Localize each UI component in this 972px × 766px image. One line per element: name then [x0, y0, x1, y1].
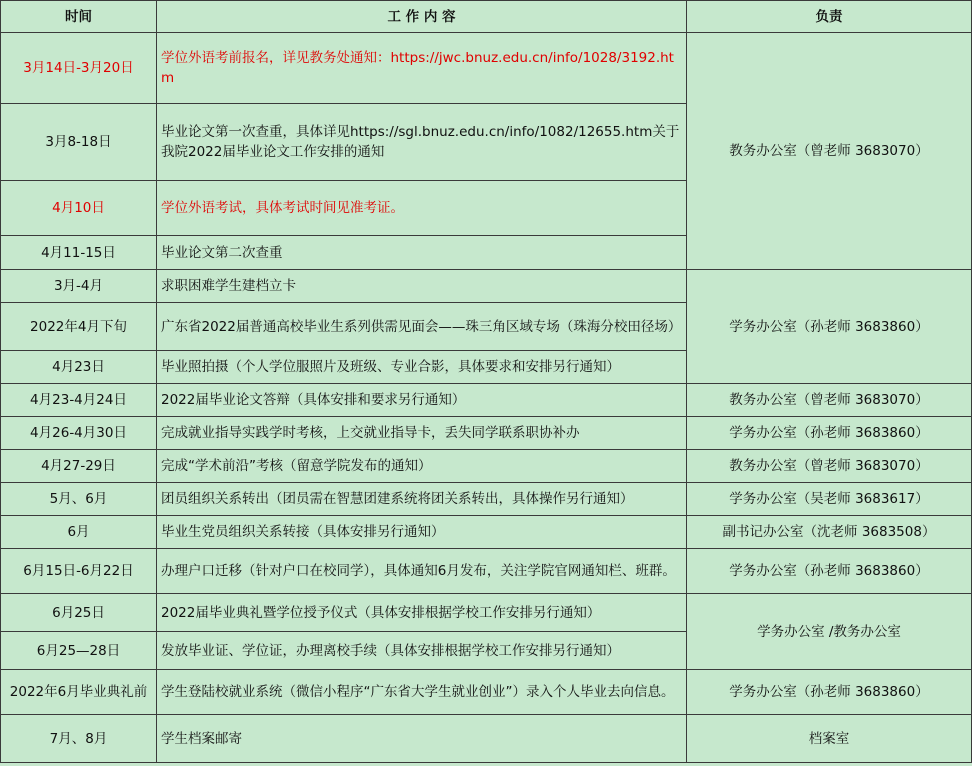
- row-owner: 教务办公室（曾老师 3683070）: [687, 33, 972, 270]
- table-row: [1, 270, 972, 303]
- table-row: [1, 417, 972, 450]
- row-work: 求职困难学生建档立卡: [157, 270, 687, 303]
- row-owner: 教务办公室（曾老师 3683070）: [687, 450, 972, 483]
- table-row: [1, 450, 972, 483]
- row-time: 6月: [1, 516, 157, 549]
- row-work: 2022届毕业典礼暨学位授予仪式（具体安排根据学校工作安排另行通知）: [157, 594, 687, 632]
- row-work: 学位外语考前报名，详见教务处通知：https://jwc.bnuz.edu.cn/info/1028/3192.htm: [157, 33, 687, 104]
- row-owner: 学务办公室 /教务办公室: [687, 594, 972, 670]
- row-work: 毕业生党员组织关系转接（具体安排另行通知）: [157, 516, 687, 549]
- row-work: 广东省2022届普通高校毕业生系列供需见面会——珠三角区域专场（珠海分校田径场）: [157, 303, 687, 351]
- row-owner: 档案室: [687, 715, 972, 763]
- table-row: [1, 516, 972, 549]
- row-owner: 学务办公室（孙老师 3683860）: [687, 270, 972, 384]
- row-work: 2022届毕业论文答辩（具体安排和要求另行通知）: [157, 384, 687, 417]
- header-owner: 负责: [687, 1, 972, 33]
- row-work: 毕业论文第二次查重: [157, 236, 687, 270]
- row-time: 2022年6月毕业典礼前: [1, 670, 157, 715]
- row-owner: 学务办公室（孙老师 3683860）: [687, 417, 972, 450]
- row-time: 7月、8月: [1, 715, 157, 763]
- row-owner: 学务办公室（吴老师 3683617）: [687, 483, 972, 516]
- row-work: 学位外语考试，具体考试时间见准考证。: [157, 181, 687, 236]
- header-row: [1, 1, 972, 33]
- row-owner: 教务办公室（曾老师 3683070）: [687, 384, 972, 417]
- row-work: 完成“学术前沿”考核（留意学院发布的通知）: [157, 450, 687, 483]
- table-row: [1, 549, 972, 594]
- table-row: [1, 715, 972, 763]
- row-work: 完成就业指导实践学时考核，上交就业指导卡，丢失同学联系职协补办: [157, 417, 687, 450]
- row-time: 5月、6月: [1, 483, 157, 516]
- row-work: 毕业照拍摄（个人学位服照片及班级、专业合影，具体要求和安排另行通知）: [157, 351, 687, 384]
- row-time: 6月25日: [1, 594, 157, 632]
- row-owner: 学务办公室（孙老师 3683860）: [687, 549, 972, 594]
- header-work: 工 作 内 容: [157, 1, 687, 33]
- row-time: 3月14日-3月20日: [1, 33, 157, 104]
- row-owner: 学务办公室（孙老师 3683860）: [687, 670, 972, 715]
- table-row: [1, 670, 972, 715]
- row-work: 毕业论文第一次查重，具体详见https://sgl.bnuz.edu.cn/info/1082/12655.htm关于我院2022届毕业论文工作安排的通知: [157, 104, 687, 181]
- table-row: [1, 384, 972, 417]
- row-time: 4月23-4月24日: [1, 384, 157, 417]
- table-row: [1, 483, 972, 516]
- table-row: [1, 594, 972, 632]
- row-work: 学生登陆校就业系统（微信小程序“广东省大学生就业创业”）录入个人毕业去向信息。: [157, 670, 687, 715]
- row-time: 4月23日: [1, 351, 157, 384]
- table-row: [1, 33, 972, 104]
- row-time: 4月11-15日: [1, 236, 157, 270]
- row-time: 4月27-29日: [1, 450, 157, 483]
- header-time: 时间: [1, 1, 157, 33]
- row-time: 4月10日: [1, 181, 157, 236]
- row-time: 6月25—28日: [1, 632, 157, 670]
- row-work: 办理户口迁移（针对户口在校同学），具体通知6月发布，关注学院官网通知栏、班群。: [157, 549, 687, 594]
- row-work: 团员组织关系转出（团员需在智慧团建系统将团关系转出，具体操作另行通知）: [157, 483, 687, 516]
- row-work: 发放毕业证、学位证，办理离校手续（具体安排根据学校工作安排另行通知）: [157, 632, 687, 670]
- row-time: 4月26-4月30日: [1, 417, 157, 450]
- row-time: 2022年4月下旬: [1, 303, 157, 351]
- row-time: 3月8-18日: [1, 104, 157, 181]
- row-time: 3月-4月: [1, 270, 157, 303]
- row-time: 6月15日-6月22日: [1, 549, 157, 594]
- row-work: 学生档案邮寄: [157, 715, 687, 763]
- row-owner: 副书记办公室（沈老师 3683508）: [687, 516, 972, 549]
